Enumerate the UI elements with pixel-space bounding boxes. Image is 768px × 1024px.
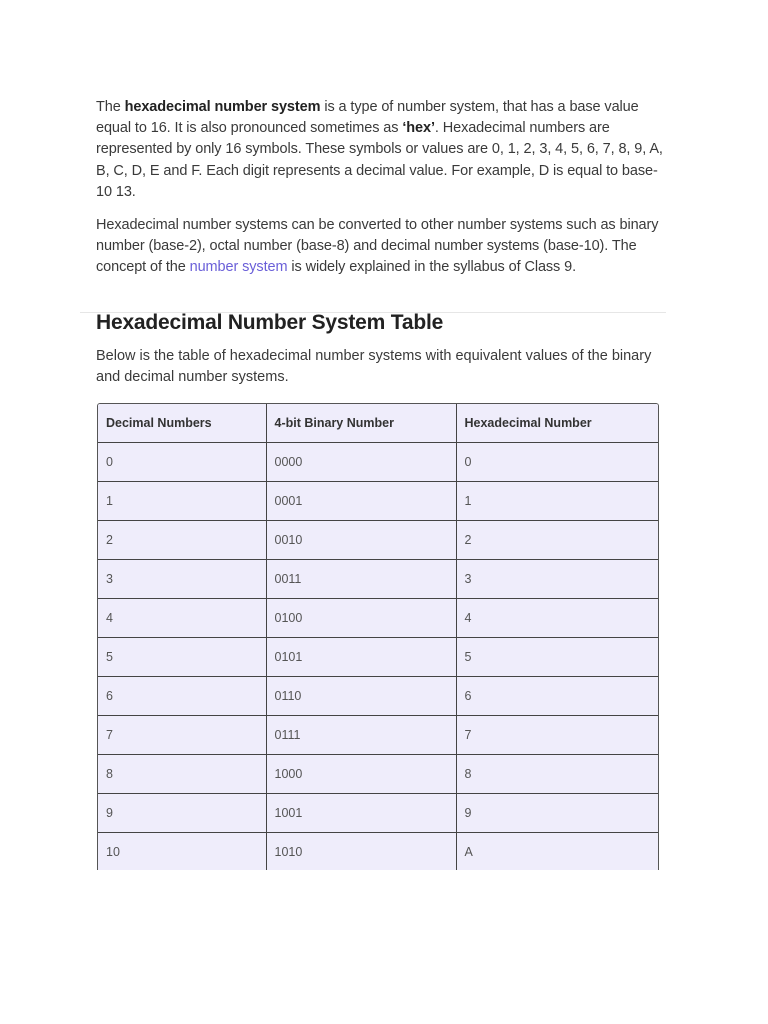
cell-decimal: 8: [98, 755, 266, 794]
cell-binary: 0010: [266, 521, 456, 560]
table-row: [98, 560, 658, 599]
cell-decimal: 7: [98, 716, 266, 755]
table-row: [98, 599, 658, 638]
header-hex: Hexadecimal Number: [456, 404, 658, 443]
table-row: [98, 755, 658, 794]
table-row: [98, 794, 658, 833]
intro-text: Hexadecimal number systems can be converted to other number systems such as binary number (base-2), octal number (base-8) and decimal number systems (base-10). The concept of the: [96, 217, 659, 276]
cell-decimal: 3: [98, 560, 266, 599]
cell-decimal: 0: [98, 443, 266, 482]
cell-decimal: 1: [98, 482, 266, 521]
cell-binary: 0000: [266, 443, 456, 482]
header-decimal: Decimal Numbers: [98, 404, 266, 443]
table-body: [98, 443, 658, 871]
table-row: [98, 638, 658, 677]
cell-binary: 0101: [266, 638, 456, 677]
cell-hex: 4: [456, 599, 658, 638]
cell-decimal: 10: [98, 833, 266, 871]
intro-bold-hex: ‘hex’: [402, 120, 435, 137]
table-row: [98, 482, 658, 521]
intro-paragraph-2: [96, 215, 670, 279]
section-description: Below is the table of hexadecimal number systems with equivalent values of the binary and decimal number systems.: [96, 348, 652, 386]
cell-hex: 9: [456, 794, 658, 833]
table-row: [98, 521, 658, 560]
cell-hex: 0: [456, 443, 658, 482]
cell-hex: 6: [456, 677, 658, 716]
hex-table-container: [97, 403, 659, 870]
intro-text: is a type of number system, that has a base value equal to 16. It is also pronounced sometimes as: [96, 99, 639, 137]
cell-binary: 0001: [266, 482, 456, 521]
header-binary: 4-bit Binary Number: [266, 404, 456, 443]
article-intro: [96, 97, 670, 291]
cell-decimal: 9: [98, 794, 266, 833]
hex-table: [98, 404, 658, 870]
table-row: [98, 716, 658, 755]
intro-text: . Hexadecimal numbers are represented by only 16 symbols. These symbols or values are 0, 1, 2, 3, 4, 5, 6, 7, 8, 9, A, B, C, D, E and F. Each digit represents a decimal value. For example, D is equal to base-10 13.: [96, 120, 663, 200]
cell-hex: A: [456, 833, 658, 871]
cell-binary: 1010: [266, 833, 456, 871]
cell-binary: 1001: [266, 794, 456, 833]
cell-hex: 3: [456, 560, 658, 599]
cell-hex: 7: [456, 716, 658, 755]
table-row: [98, 833, 658, 871]
cell-binary: 0111: [266, 716, 456, 755]
cell-binary: 0011: [266, 560, 456, 599]
cell-binary: 0110: [266, 677, 456, 716]
table-header-row: [98, 404, 658, 443]
cell-hex: 8: [456, 755, 658, 794]
cell-decimal: 4: [98, 599, 266, 638]
cell-hex: 1: [456, 482, 658, 521]
cell-hex: 2: [456, 521, 658, 560]
cell-decimal: 2: [98, 521, 266, 560]
number-system-link[interactable]: number system: [189, 259, 288, 276]
table-row: [98, 677, 658, 716]
intro-bold-term: hexadecimal number system: [124, 99, 321, 115]
section-title: Hexadecimal Number System Table: [96, 311, 444, 334]
intro-paragraph-1: [96, 97, 670, 203]
intro-text: The: [96, 99, 125, 115]
cell-hex: 5: [456, 638, 658, 677]
cell-decimal: 6: [98, 677, 266, 716]
cell-binary: 0100: [266, 599, 456, 638]
cell-decimal: 5: [98, 638, 266, 677]
intro-text: is widely explained in the syllabus of Class 9.: [287, 259, 577, 276]
table-row: [98, 443, 658, 482]
cell-binary: 1000: [266, 755, 456, 794]
